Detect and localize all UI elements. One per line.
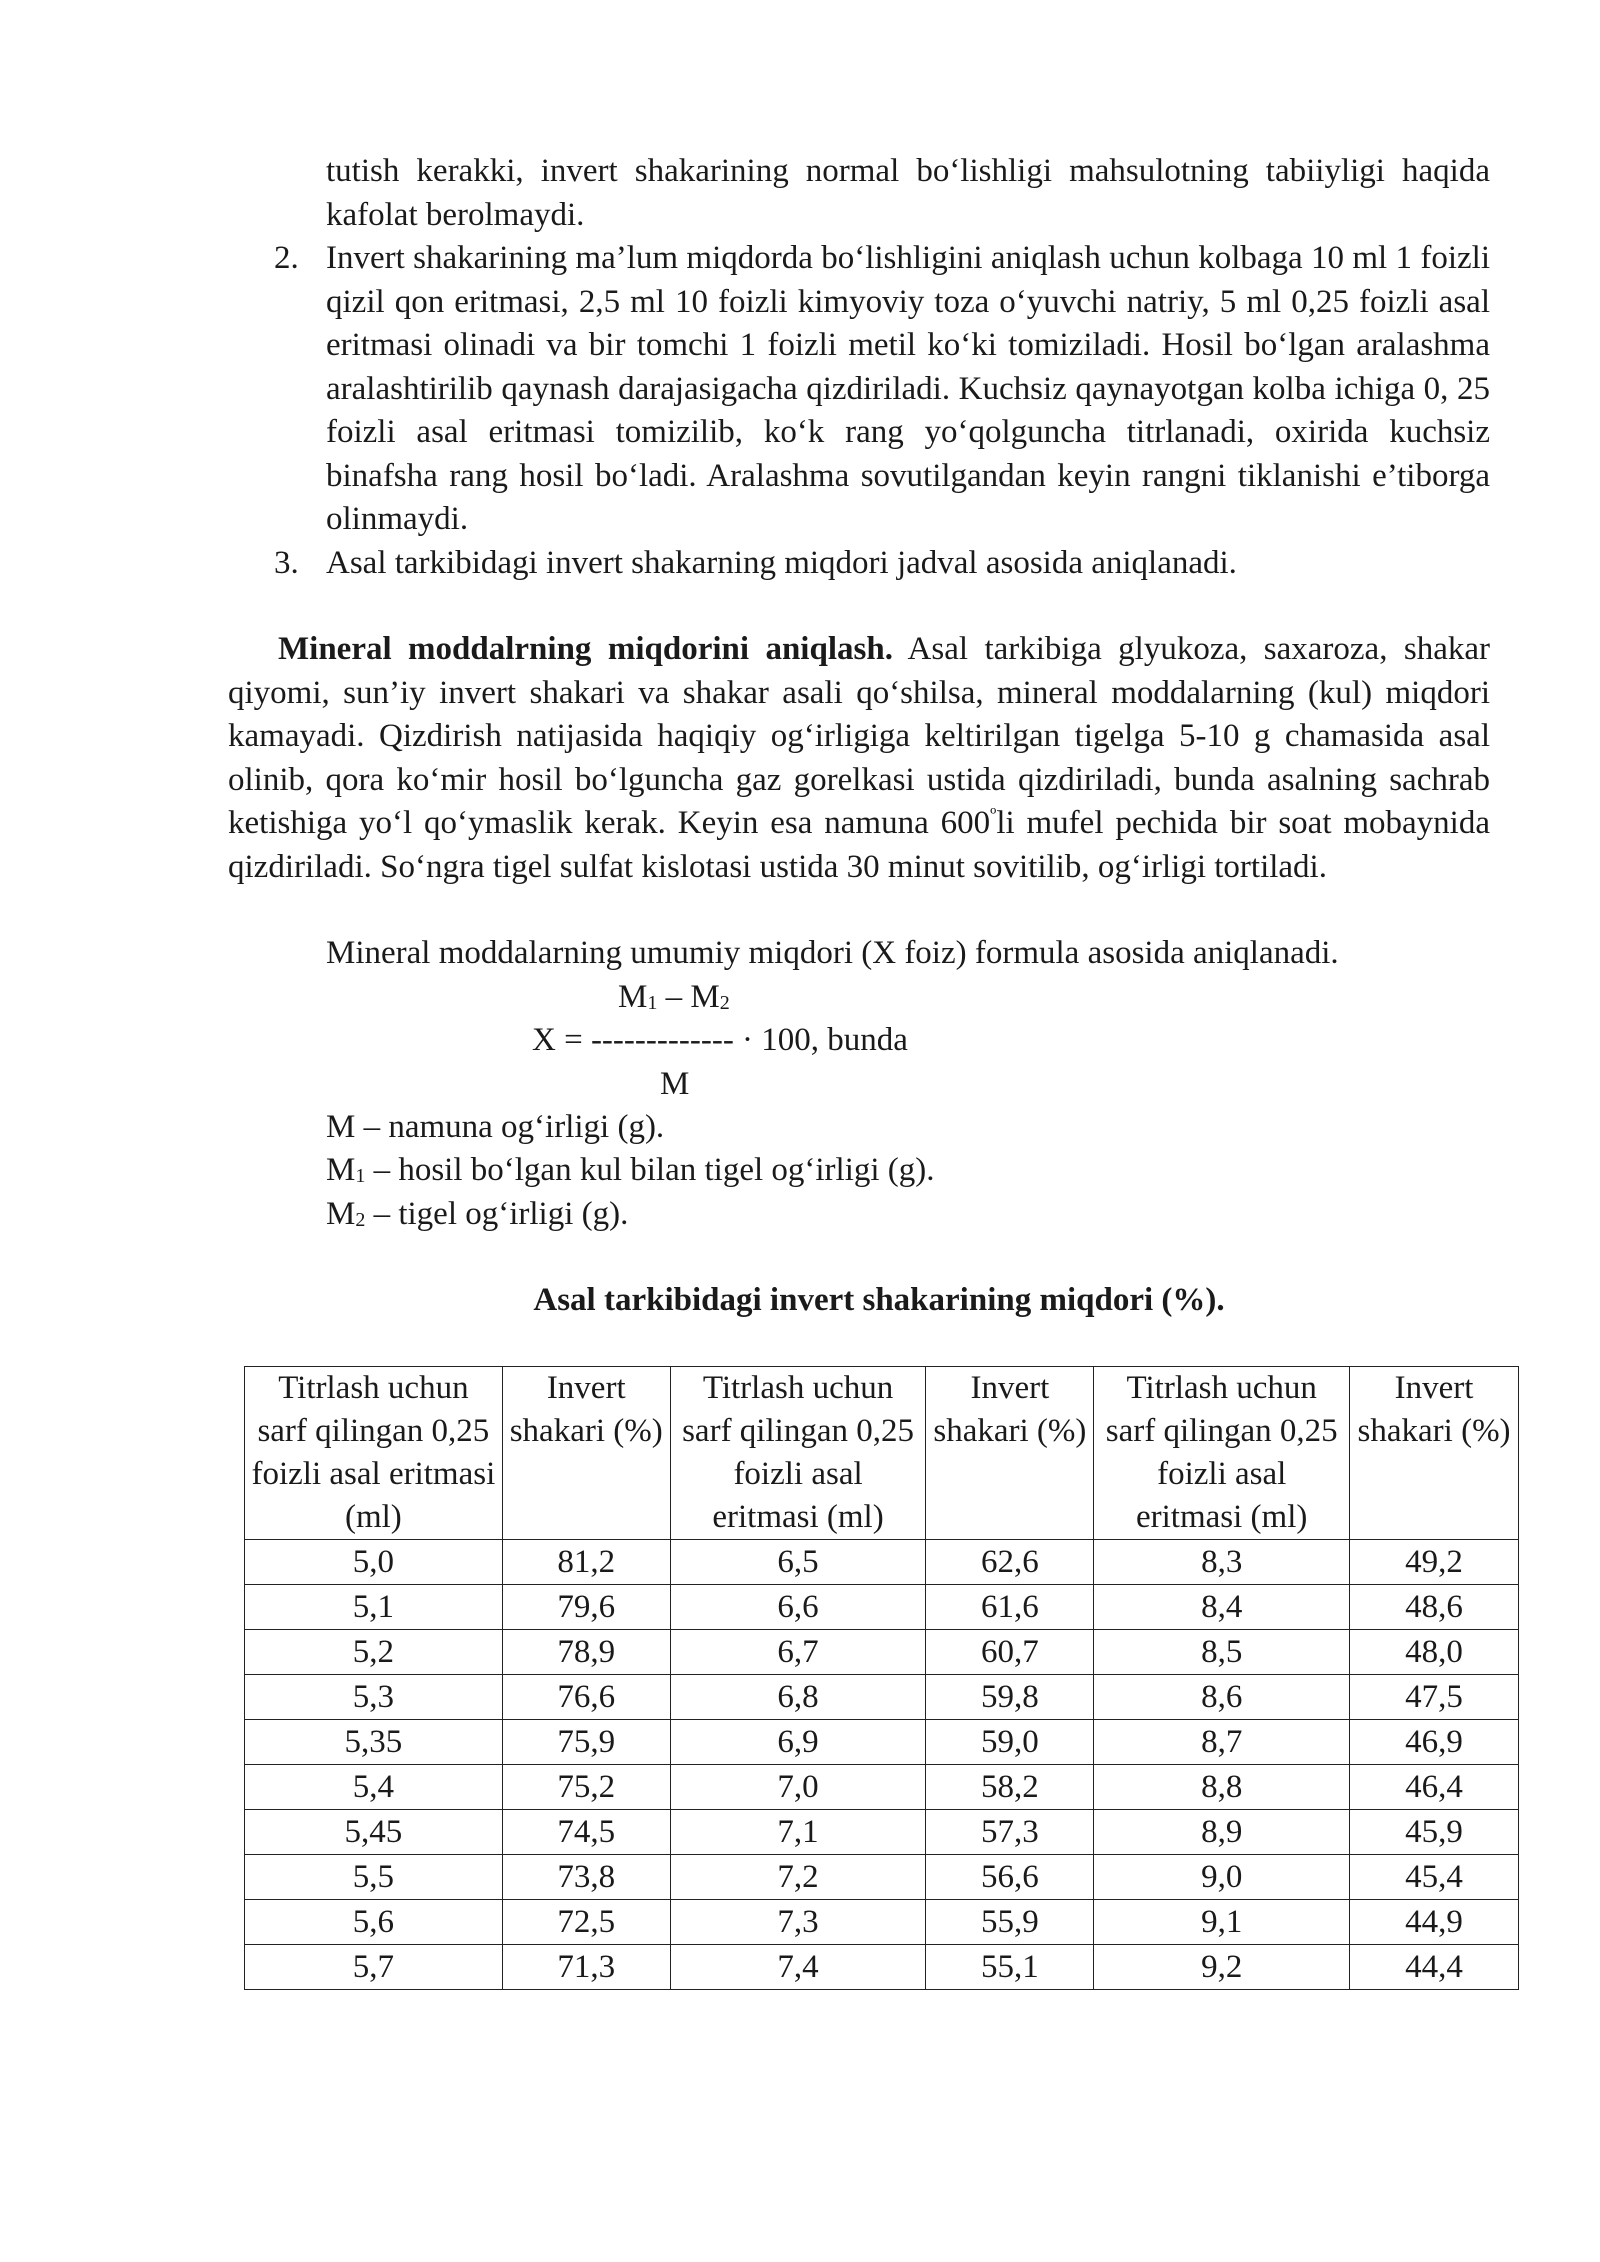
table-cell: 56,6 — [926, 1854, 1094, 1899]
table-row — [245, 1629, 1519, 1674]
table-cell: 81,2 — [502, 1539, 670, 1584]
formula-intro: Mineral moddalarning umumiy miqdori (X foiz) formula asosida aniqlanadi. — [326, 935, 1339, 971]
table-cell: 5,1 — [245, 1584, 503, 1629]
definition-text: – hosil bo‘lgan kul bilan tigel og‘irligi (g). — [365, 1152, 935, 1188]
table-cell: 75,9 — [502, 1719, 670, 1764]
column-header: Titrlash uchun sarf qilingan 0,25 foizli asal eritmasi (ml) — [1094, 1366, 1350, 1539]
spacer — [228, 585, 1490, 628]
table-cell: 5,45 — [245, 1809, 503, 1854]
degree-sign: º — [990, 804, 997, 826]
table-cell: 5,3 — [245, 1674, 503, 1719]
table-cell: 73,8 — [502, 1854, 670, 1899]
table-cell: 48,0 — [1350, 1629, 1519, 1674]
table-header-row — [245, 1366, 1519, 1539]
table-cell: 44,4 — [1350, 1944, 1519, 1989]
table-cell: 6,9 — [670, 1719, 926, 1764]
table-cell: 9,0 — [1094, 1854, 1350, 1899]
mineral-text-1: Asal tarkibiga glyukoza, saxaroza, shakar qiyomi, sun’iy invert shakari va shakar asali qo‘shilsa, mineral moddalarning (kul) miqdori kamayadi. Qizdirish natijasida haqiqiy og‘irligiga keltirilgan tigelga 5-10 g chamasida asal olinib, qora ko‘mir hosil bo‘lguncha gaz gorelkasi ustida qizdiriladi, bunda asalning sachrab ketishiga yo‘l qo‘ymaslik kerak. Keyin esa namuna 600 — [228, 631, 1490, 841]
list-item — [228, 237, 1490, 542]
column-header: Invert shakari (%) — [1350, 1366, 1519, 1539]
table-cell: 7,2 — [670, 1854, 926, 1899]
table-cell: 75,2 — [502, 1764, 670, 1809]
definition-text: – namuna og‘irligi (g). — [355, 1108, 665, 1145]
table-cell: 6,8 — [670, 1674, 926, 1719]
table-cell: 61,6 — [926, 1584, 1094, 1629]
table-cell: 71,3 — [502, 1944, 670, 1989]
mineral-text-2: li mufel pechida bir soat mobaynida qizdiriladi. So‘ngra tigel sulfat kislotasi ustida 30 minut sovitilib, og‘irligi tortiladi. — [228, 805, 1490, 885]
step-number: 3. — [274, 544, 299, 581]
table-cell: 59,0 — [926, 1719, 1094, 1764]
table-cell: 5,35 — [245, 1719, 503, 1764]
table-cell: 79,6 — [502, 1584, 670, 1629]
table-cell: 8,5 — [1094, 1629, 1350, 1674]
table-cell: 5,6 — [245, 1899, 503, 1944]
definition-subscript: 2 — [355, 1208, 366, 1231]
step-text: Invert shakarining ma’lum miqdorda bo‘lishligini aniqlash uchun kolbaga 10 ml 1 foizli qizil qon eritmasi, 2,5 ml 10 foizli kimyoviy toza o‘yuvchi natriy, 5 ml 0,25 foizli asal eritmasi olinadi va bir tomchi 1 foizli metil ko‘ki tomiziladi. Hosil bo‘lgan aralashma aralashtirilib qaynash darajasigacha qizdiriladi. Kuchsiz qaynayotgan kolba ichiga 0, 25 foizli asal eritmasi tomizilib, ko‘k rang yo‘qolguncha titrlanadi, oxirida kuchsiz binafsha rang hosil bo‘ladi. Aralashma sovutilgandan keyin rangni tiklanishi e’tiborga olinmaydi. — [326, 240, 1490, 537]
table-row — [245, 1719, 1519, 1764]
step-text: Asal tarkibidagi invert shakarning miqdori jadval asosida aniqlanadi. — [326, 544, 1237, 581]
table-cell: 74,5 — [502, 1809, 670, 1854]
formula-denominator: M — [660, 1065, 690, 1102]
definition-item — [326, 1149, 1490, 1193]
formula — [228, 976, 1490, 1106]
column-header: Titrlash uchun sarf qilingan 0,25 foizli asal eritmasi (ml) — [245, 1366, 503, 1539]
table-cell: 46,9 — [1350, 1719, 1519, 1764]
spacer — [228, 889, 1490, 932]
table-row — [245, 1584, 1519, 1629]
document-page — [228, 150, 1511, 1990]
table-row — [245, 1944, 1519, 1989]
invert-sugar-table — [244, 1366, 1519, 1990]
table-cell: 45,4 — [1350, 1854, 1519, 1899]
table-cell: 46,4 — [1350, 1764, 1519, 1809]
formula-m1: M — [618, 978, 648, 1015]
formula-sub2: 2 — [719, 991, 730, 1014]
table-cell: 9,1 — [1094, 1899, 1350, 1944]
table-cell: 6,5 — [670, 1539, 926, 1584]
table-cell: 59,8 — [926, 1674, 1094, 1719]
table-cell: 58,2 — [926, 1764, 1094, 1809]
table-cell: 55,9 — [926, 1899, 1094, 1944]
definition-text: – tigel og‘irligi (g). — [365, 1195, 629, 1232]
table-cell: 8,9 — [1094, 1809, 1350, 1854]
table-cell: 7,3 — [670, 1899, 926, 1944]
table-cell: 57,3 — [926, 1809, 1094, 1854]
definition-subscript: 1 — [355, 1165, 366, 1187]
table-cell: 60,7 — [926, 1629, 1094, 1674]
formula-numerator — [618, 976, 730, 1020]
table-cell: 47,5 — [1350, 1674, 1519, 1719]
column-header: Titrlash uchun sarf qilingan 0,25 foizli asal eritmasi (ml) — [670, 1366, 926, 1539]
table-row — [245, 1764, 1519, 1809]
intro-continuation: tutish kerakki, invert shakarining normal bo‘lishligi mahsulotning tabiiyligi haqida kafolat berolmaydi. — [326, 153, 1490, 233]
definition-item — [326, 1106, 1490, 1150]
column-header: Invert shakari (%) — [926, 1366, 1094, 1539]
table-cell: 8,6 — [1094, 1674, 1350, 1719]
formula-sub1: 1 — [647, 991, 658, 1014]
column-header: Invert shakari (%) — [502, 1366, 670, 1539]
table-cell: 72,5 — [502, 1899, 670, 1944]
table-cell: 5,4 — [245, 1764, 503, 1809]
table-cell: 5,7 — [245, 1944, 503, 1989]
table-cell: 8,3 — [1094, 1539, 1350, 1584]
table-cell: 7,1 — [670, 1809, 926, 1854]
table-cell: 8,8 — [1094, 1764, 1350, 1809]
table-cell: 7,4 — [670, 1944, 926, 1989]
definition-symbol: M — [326, 1108, 356, 1145]
definition-symbol: M — [326, 1195, 356, 1232]
definition-symbol: M — [326, 1152, 356, 1188]
table-cell: 8,7 — [1094, 1719, 1350, 1764]
mineral-paragraph — [228, 628, 1490, 889]
table-cell: 5,5 — [245, 1854, 503, 1899]
table-cell: 6,7 — [670, 1629, 926, 1674]
section-heading: Mineral moddalrning miqdorini aniqlash. — [278, 631, 893, 667]
definition-item — [326, 1193, 1490, 1237]
table-cell: 55,1 — [926, 1944, 1094, 1989]
table-cell: 76,6 — [502, 1674, 670, 1719]
table-cell: 5,2 — [245, 1629, 503, 1674]
definition-list — [228, 1106, 1490, 1237]
step-list — [228, 237, 1490, 585]
formula-minus-m2: – M — [657, 978, 720, 1015]
table-cell: 62,6 — [926, 1539, 1094, 1584]
table-row — [245, 1674, 1519, 1719]
table-cell: 6,6 — [670, 1584, 926, 1629]
table-row — [245, 1809, 1519, 1854]
table-cell: 7,0 — [670, 1764, 926, 1809]
table-cell: 78,9 — [502, 1629, 670, 1674]
table-cell: 8,4 — [1094, 1584, 1350, 1629]
step-number: 2. — [274, 240, 299, 276]
table-cell: 9,2 — [1094, 1944, 1350, 1989]
table-row — [245, 1899, 1519, 1944]
table-title: Asal tarkibidagi invert shakarining miqdori (%). — [533, 1282, 1225, 1318]
list-item — [228, 542, 1490, 586]
table-cell: 45,9 — [1350, 1809, 1519, 1854]
table-cell: 44,9 — [1350, 1899, 1519, 1944]
table-row — [245, 1539, 1519, 1584]
table-row — [245, 1854, 1519, 1899]
formula-equation: X = ------------- · 100, bunda — [532, 1021, 908, 1058]
table-body — [245, 1539, 1519, 1989]
table-cell: 48,6 — [1350, 1584, 1519, 1629]
table-cell: 49,2 — [1350, 1539, 1519, 1584]
table-cell: 5,0 — [245, 1539, 503, 1584]
